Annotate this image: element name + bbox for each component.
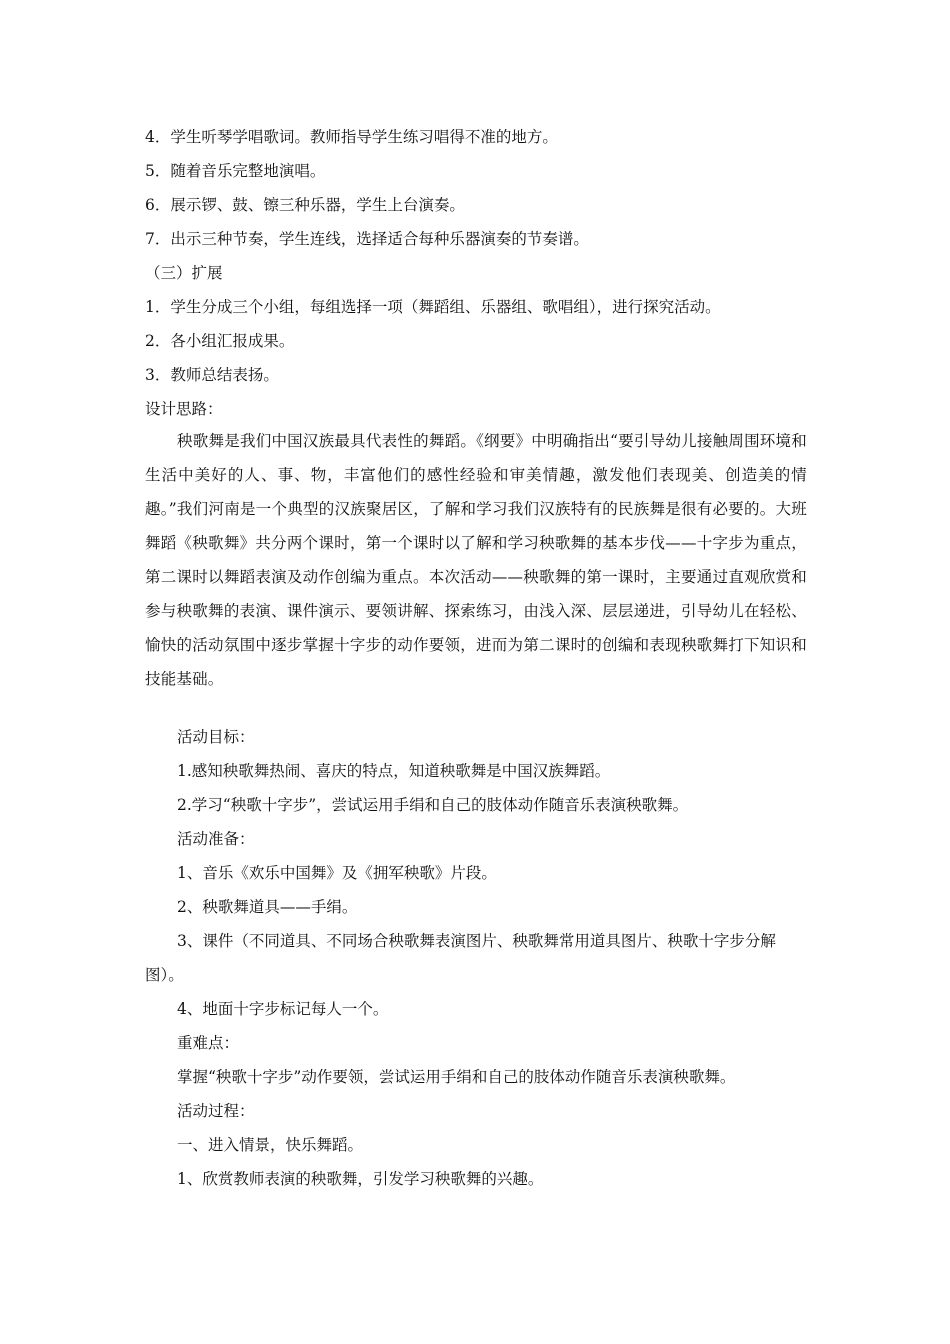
step-4: 4．学生听琴学唱歌词。教师指导学生练习唱得不准的地方。 [145, 128, 558, 146]
extend-step-2: 2．各小组汇报成果。 [145, 332, 295, 350]
prep-item-4: 4、地面十字步标记每人一个。 [177, 1000, 389, 1018]
design-paragraph: 秧歌舞是我们中国汉族最具代表性的舞蹈。《纲要》中明确指出“要引导幼儿接触周围环境和生活中美好的人、事、物，丰富他们的感性经验和审美情趣，激发他们表现美、创造美的情趣。”我们河南是一个典型的汉族聚居区，了解和学习我们汉族特有的民族舞是很有必要的。大班舞蹈《秧歌舞》共分两个课时，第一个课时以了解和学习秧歌舞的基本步伐——十字步为重点，第二课时以舞蹈表演及动作创编为重点。本次活动——秧歌舞的第一课时，主要通过直观欣赏和参与秧歌舞的表演、课件演示、要领讲解、探索练习，由浅入深、层层递进，引导幼儿在轻松、愉快的活动氛围中逐步掌握十字步的动作要领，进而为第二课时的创编和表现秧歌舞打下知识和技能基础。 [145, 432, 807, 688]
step-7: 7．出示三种节奏，学生连线，选择适合每种乐器演奏的节奏谱。 [145, 230, 589, 248]
prep-item-2: 2、秧歌舞道具——手绢。 [177, 898, 358, 916]
step-6: 6．展示锣、鼓、镲三种乐器，学生上台演奏。 [145, 196, 465, 214]
step-5: 5．随着音乐完整地演唱。 [145, 162, 326, 180]
section-extend-heading: （三）扩展 [145, 264, 223, 282]
key-text: 掌握“秧歌十字步”动作要领，尝试运用手绢和自己的肢体动作随音乐表演秧歌舞。 [177, 1068, 736, 1086]
design-heading: 设计思路： [145, 400, 223, 418]
process-heading: 活动过程： [177, 1102, 255, 1120]
goal-item-1: 1.感知秧歌舞热闹、喜庆的特点，知道秧歌舞是中国汉族舞蹈。 [177, 762, 611, 780]
process-step-2: 1、欣赏教师表演的秧歌舞，引发学习秧歌舞的兴趣。 [177, 1170, 544, 1188]
prep-item-3: 3、课件（不同道具、不同场合秧歌舞表演图片、秧歌舞常用道具图片、秧歌十字步分解 [177, 932, 776, 950]
prep-item-3-cont: 图）。 [145, 966, 184, 984]
goal-item-2: 2.学习“秧歌十字步”，尝试运用手绢和自己的肢体动作随音乐表演秧歌舞。 [177, 796, 689, 814]
extend-step-1: 1．学生分成三个小组，每组选择一项（舞蹈组、乐器组、歌唱组），进行探究活动。 [145, 298, 721, 316]
prep-item-1: 1、音乐《欢乐中国舞》及《拥军秧歌》片段。 [177, 864, 497, 882]
prep-heading: 活动准备： [177, 830, 255, 848]
extend-step-3: 3．教师总结表扬。 [145, 366, 279, 384]
goal-heading: 活动目标： [177, 728, 255, 746]
key-heading: 重难点： [177, 1034, 240, 1052]
process-step-1: 一、进入情景，快乐舞蹈。 [177, 1136, 364, 1154]
